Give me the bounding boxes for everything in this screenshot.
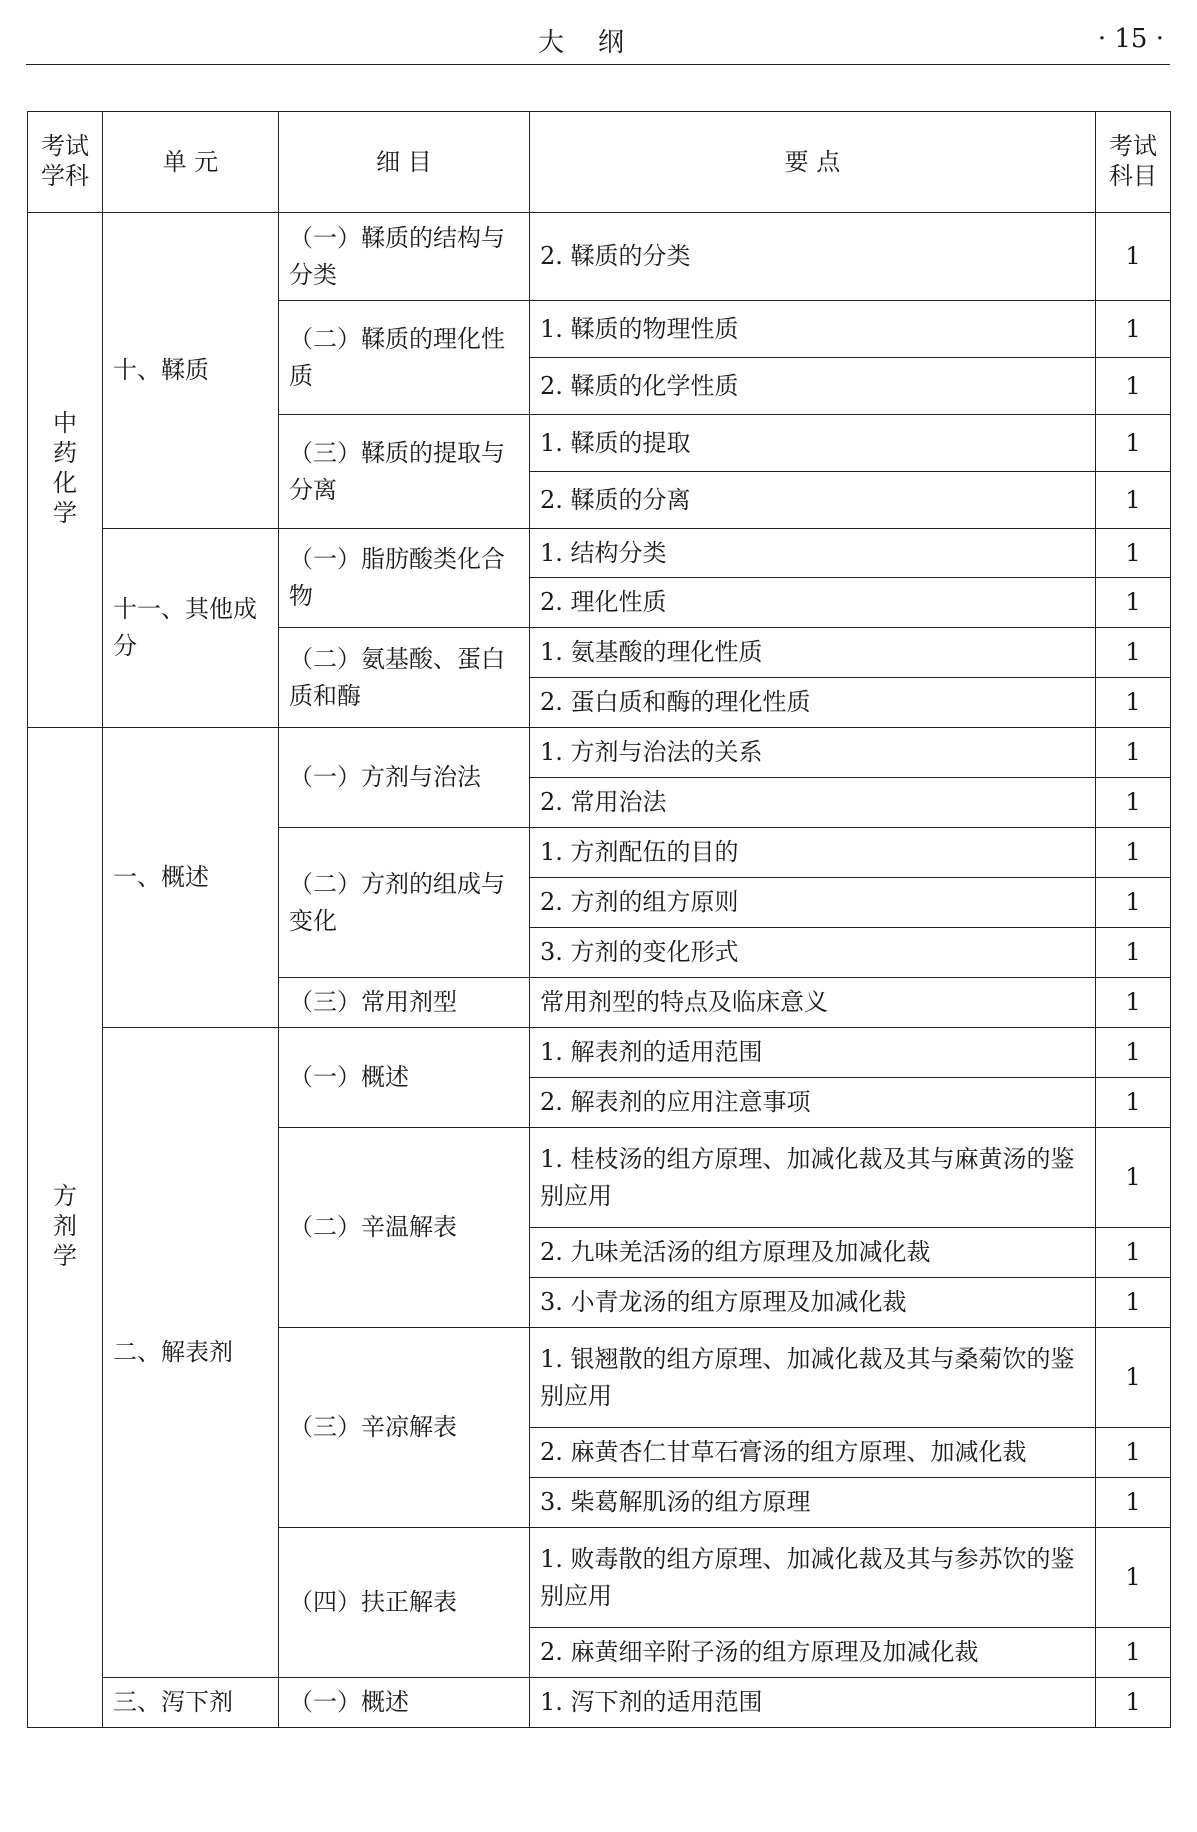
unit-cell: 二、解表剂 xyxy=(103,1028,279,1678)
unit-cell: 十、鞣质 xyxy=(103,213,279,529)
item-cell: （一）概述 xyxy=(279,1028,530,1128)
point-cell: 2. 蛋白质和酶的理化性质 xyxy=(530,678,1096,728)
item-cell: （三）鞣质的提取与分离 xyxy=(279,415,530,529)
point-cell: 常用剂型的特点及临床意义 xyxy=(530,978,1096,1028)
item-cell: （二）辛温解表 xyxy=(279,1128,530,1328)
table-row xyxy=(28,529,1171,578)
item-cell: （二）氨基酸、蛋白质和酶 xyxy=(279,628,530,728)
page-number: · 15 · xyxy=(1097,24,1164,54)
exam-cell: 1 xyxy=(1096,1628,1171,1678)
unit-cell: 十一、其他成分 xyxy=(103,529,279,728)
exam-cell: 1 xyxy=(1096,728,1171,778)
table-row xyxy=(28,1678,1171,1728)
point-cell: 3. 柴葛解肌汤的组方原理 xyxy=(530,1478,1096,1528)
point-cell: 1. 解表剂的适用范围 xyxy=(530,1028,1096,1078)
exam-cell: 1 xyxy=(1096,578,1171,628)
point-cell: 3. 小青龙汤的组方原理及加减化裁 xyxy=(530,1278,1096,1328)
unit-cell: 一、概述 xyxy=(103,728,279,1028)
point-cell: 3. 方剂的变化形式 xyxy=(530,928,1096,978)
point-cell: 1. 败毒散的组方原理、加减化裁及其与参苏饮的鉴别应用 xyxy=(530,1528,1096,1628)
item-cell: （四）扶正解表 xyxy=(279,1528,530,1678)
exam-cell: 1 xyxy=(1096,1128,1171,1228)
point-cell: 2. 方剂的组方原则 xyxy=(530,878,1096,928)
item-cell: （一）脂肪酸类化合物 xyxy=(279,529,530,628)
exam-cell: 1 xyxy=(1096,1078,1171,1128)
exam-cell: 1 xyxy=(1096,1278,1171,1328)
table-row xyxy=(28,728,1171,778)
point-cell: 2. 鞣质的分类 xyxy=(530,213,1096,301)
point-cell: 2. 鞣质的分离 xyxy=(530,472,1096,529)
exam-cell: 1 xyxy=(1096,1328,1171,1428)
point-cell: 2. 理化性质 xyxy=(530,578,1096,628)
col-header-subject: 考试学科 xyxy=(28,112,103,213)
point-cell: 1. 氨基酸的理化性质 xyxy=(530,628,1096,678)
table-row xyxy=(28,1028,1171,1078)
exam-cell: 1 xyxy=(1096,928,1171,978)
exam-cell: 1 xyxy=(1096,301,1171,358)
exam-cell: 1 xyxy=(1096,1678,1171,1728)
page-header xyxy=(26,0,1170,65)
exam-cell: 1 xyxy=(1096,213,1171,301)
item-cell: （三）辛凉解表 xyxy=(279,1328,530,1528)
subject-cell: 方剂学 xyxy=(28,728,103,1728)
exam-cell: 1 xyxy=(1096,628,1171,678)
unit-cell: 三、泻下剂 xyxy=(103,1678,279,1728)
exam-cell: 1 xyxy=(1096,1028,1171,1078)
point-cell: 2. 九味羌活汤的组方原理及加减化裁 xyxy=(530,1228,1096,1278)
exam-cell: 1 xyxy=(1096,828,1171,878)
exam-cell: 1 xyxy=(1096,678,1171,728)
exam-cell: 1 xyxy=(1096,1528,1171,1628)
point-cell: 1. 银翘散的组方原理、加减化裁及其与桑菊饮的鉴别应用 xyxy=(530,1328,1096,1428)
point-cell: 2. 麻黄杏仁甘草石膏汤的组方原理、加减化裁 xyxy=(530,1428,1096,1478)
running-title: 大纲 xyxy=(537,28,658,58)
exam-cell: 1 xyxy=(1096,472,1171,529)
subject-cell: 中药化学 xyxy=(28,213,103,728)
point-cell: 1. 方剂与治法的关系 xyxy=(530,728,1096,778)
exam-cell: 1 xyxy=(1096,978,1171,1028)
item-cell: （一）概述 xyxy=(279,1678,530,1728)
exam-cell: 1 xyxy=(1096,1228,1171,1278)
header-row xyxy=(28,112,1171,213)
col-header-exam: 考试科目 xyxy=(1096,112,1171,213)
col-header-unit: 单 元 xyxy=(103,112,279,213)
item-cell: （二）方剂的组成与变化 xyxy=(279,828,530,978)
item-cell: （三）常用剂型 xyxy=(279,978,530,1028)
syllabus-table xyxy=(27,111,1171,1728)
item-cell: （一）方剂与治法 xyxy=(279,728,530,828)
point-cell: 1. 鞣质的物理性质 xyxy=(530,301,1096,358)
point-cell: 2. 麻黄细辛附子汤的组方原理及加减化裁 xyxy=(530,1628,1096,1678)
table-row xyxy=(28,213,1171,301)
exam-cell: 1 xyxy=(1096,1428,1171,1478)
exam-cell: 1 xyxy=(1096,1478,1171,1528)
col-header-point: 要 点 xyxy=(530,112,1096,213)
point-cell: 1. 泻下剂的适用范围 xyxy=(530,1678,1096,1728)
point-cell: 2. 鞣质的化学性质 xyxy=(530,358,1096,415)
exam-cell: 1 xyxy=(1096,878,1171,928)
point-cell: 2. 常用治法 xyxy=(530,778,1096,828)
point-cell: 1. 方剂配伍的目的 xyxy=(530,828,1096,878)
exam-cell: 1 xyxy=(1096,358,1171,415)
point-cell: 1. 鞣质的提取 xyxy=(530,415,1096,472)
exam-cell: 1 xyxy=(1096,778,1171,828)
item-cell: （二）鞣质的理化性质 xyxy=(279,301,530,415)
exam-cell: 1 xyxy=(1096,529,1171,578)
point-cell: 1. 桂枝汤的组方原理、加减化裁及其与麻黄汤的鉴别应用 xyxy=(530,1128,1096,1228)
point-cell: 1. 结构分类 xyxy=(530,529,1096,578)
point-cell: 2. 解表剂的应用注意事项 xyxy=(530,1078,1096,1128)
col-header-item: 细 目 xyxy=(279,112,530,213)
item-cell: （一）鞣质的结构与分类 xyxy=(279,213,530,301)
exam-cell: 1 xyxy=(1096,415,1171,472)
